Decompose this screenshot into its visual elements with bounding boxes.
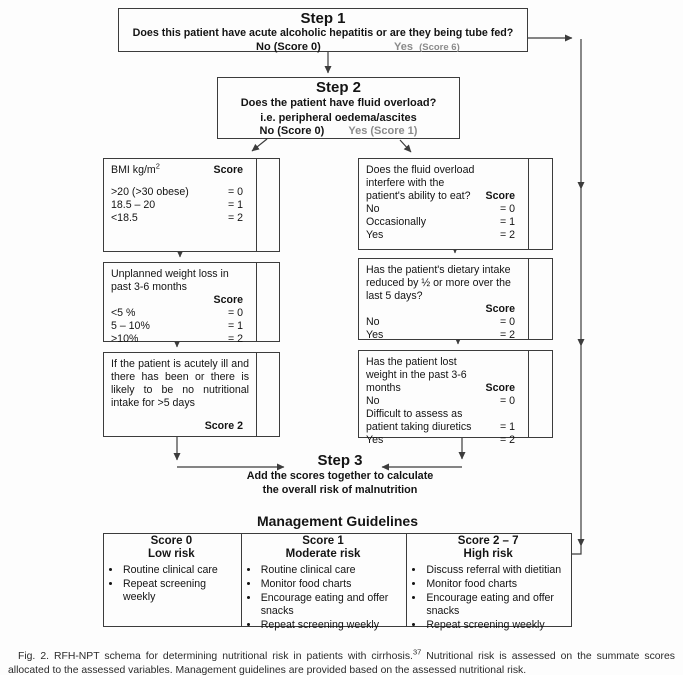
fluid-interfere-score-header: Score <box>485 189 515 202</box>
weight-loss-content <box>104 263 256 345</box>
weight-loss-row-2-value: = 1 <box>227 319 243 332</box>
step3-line2: the overall risk of malnutrition <box>262 484 418 497</box>
fluid-interfere-row-2 <box>366 216 521 229</box>
weight-loss-row-2 <box>111 320 249 333</box>
dietary-intake-content <box>359 259 528 339</box>
step3-line1: Add the scores together to calculate <box>246 470 434 483</box>
bmi-row-2 <box>111 199 249 212</box>
step2-answer-yes: Yes (Score 1) <box>348 124 418 137</box>
step1-yes-score: (Score 6) <box>419 42 460 54</box>
weight-loss-row-3-value: = 2 <box>227 332 243 345</box>
fluid-interfere-score-entry-cell <box>528 159 552 249</box>
bmi-row-1 <box>111 186 249 199</box>
lost-weight-row-1-label: No <box>366 394 380 407</box>
dietary-intake-row-2-value: = 2 <box>499 328 515 341</box>
lost-weight-row-2-value: = 1 <box>499 420 515 433</box>
list-item: • Repeat screening weekly <box>260 619 404 632</box>
acutely-ill-content <box>104 353 256 436</box>
bmi-content <box>104 159 256 251</box>
fluid-interfere-question: Does the fluid overload interfere with the patient's ability to eat? <box>366 164 475 202</box>
weight-loss-row-3 <box>111 333 249 346</box>
list-item: • Encourage eating and offer snacks <box>425 592 568 618</box>
step2-question: Does the patient have fluid overload? <box>240 97 437 110</box>
fluid-interfere-content <box>359 159 528 249</box>
step1-answer-no: No (Score 0) <box>256 41 321 54</box>
arrow-step2-yes-to-fluid <box>400 140 411 152</box>
weight-loss-score-header: Score <box>213 293 243 306</box>
bmi-row-2-value: = 1 <box>227 198 243 211</box>
figure-caption <box>8 647 675 675</box>
list-item: • Repeat screening weekly <box>425 619 568 632</box>
weight-loss-box <box>103 262 280 345</box>
lost-weight-row-2-label: Difficult to assess as patient taking diuretics <box>366 407 472 433</box>
weight-loss-row-2-label: 5 – 10% <box>111 319 150 332</box>
step1-title: Step 1 <box>300 10 346 27</box>
dietary-intake-score-entry-cell <box>528 259 552 339</box>
guidelines-column-high-risk <box>406 534 571 632</box>
lost-weight-question: Has the patient lost weight in the past 3-6 months <box>366 356 467 394</box>
lost-weight-score-header: Score <box>485 381 515 394</box>
guidelines-column-low-risk <box>104 534 241 626</box>
bmi-header-label: BMI kg/m <box>111 164 156 176</box>
bmi-box <box>103 158 280 252</box>
list-item: • Monitor food charts <box>425 578 568 591</box>
acutely-ill-box <box>103 352 280 437</box>
bmi-score-header: Score <box>213 164 243 176</box>
bmi-row-1-label: >20 (>30 obese) <box>111 185 189 198</box>
lost-weight-row-3 <box>366 434 521 447</box>
step1-answers <box>119 41 527 55</box>
fluid-interfere-row-1-label: No <box>366 202 380 215</box>
dietary-intake-row-2 <box>366 329 521 342</box>
step2-title: Step 2 <box>315 79 361 96</box>
weight-loss-row-3-label: >10% <box>111 332 139 345</box>
lost-weight-row-2 <box>366 408 521 434</box>
fluid-interfere-row-1 <box>366 203 521 216</box>
lost-weight-row-3-value: = 2 <box>499 433 515 446</box>
high-risk-score: Score 2 – 7 <box>457 535 519 547</box>
guidelines-column-moderate-risk <box>241 534 407 632</box>
list-item: • Discuss referral with dietitian <box>425 564 568 577</box>
management-guidelines-title: Management Guidelines <box>256 513 419 529</box>
fluid-interfere-row-1-value: = 0 <box>499 202 515 215</box>
bmi-row-3-value: = 2 <box>227 211 243 224</box>
bmi-row-1-value: = 0 <box>227 185 243 198</box>
bmi-header-row <box>111 161 249 177</box>
low-risk-items <box>122 564 238 604</box>
moderate-risk-items <box>260 564 404 632</box>
acutely-ill-score-entry-cell <box>256 353 279 436</box>
step2-answers <box>218 125 459 137</box>
step3-block <box>228 452 452 497</box>
step2-box <box>217 77 460 139</box>
high-risk-label: High risk <box>463 548 513 561</box>
fluid-interfere-row-2-value: = 1 <box>499 215 515 228</box>
arrow-step2-no-to-bmi <box>252 139 267 151</box>
lost-weight-row-1 <box>366 395 521 408</box>
list-item: • Routine clinical care <box>122 564 238 577</box>
weight-loss-score-entry-cell <box>256 263 279 341</box>
bmi-score-entry-cell <box>256 159 279 251</box>
list-item: • Encourage eating and offer snacks <box>260 592 404 618</box>
bmi-row-3 <box>111 212 249 225</box>
lost-weight-score-entry-cell <box>528 351 552 437</box>
step1-question: Does this patient have acute alcoholic hepatitis or are they being tube fed? <box>132 27 514 40</box>
weight-loss-row-1 <box>111 307 249 320</box>
step3-title: Step 3 <box>317 452 363 469</box>
acutely-ill-score-label: Score 2 <box>204 419 243 432</box>
list-item: • Monitor food charts <box>260 578 404 591</box>
fluid-interfere-row-2-label: Occasionally <box>366 215 427 228</box>
fluid-interfere-row-3-value: = 2 <box>499 228 515 241</box>
moderate-risk-score: Score 1 <box>302 535 344 547</box>
caption-rest: Nutritional risk is assessed on the summate scores allocated to the assessed variables. Management guidelines are provided based on the assessed nutritional risk. <box>8 651 675 675</box>
dietary-intake-question: Has the patient's dietary intake reduced by ½ or more over the last 5 days? <box>366 264 511 302</box>
lost-weight-header-row <box>366 356 521 395</box>
dietary-intake-row-1 <box>366 316 521 329</box>
fluid-interfere-row-3-label: Yes <box>366 228 384 241</box>
bmi-row-3-label: <18.5 <box>111 211 138 224</box>
step1-box <box>118 8 528 52</box>
bmi-header-sup: 2 <box>155 161 160 171</box>
weight-loss-title: Unplanned weight loss in past 3-6 months <box>111 268 229 293</box>
lost-weight-row-1-value: = 0 <box>499 394 515 407</box>
low-risk-label: Low risk <box>148 548 195 561</box>
fluid-interfere-header-row <box>366 164 521 203</box>
step1-yes-word: Yes <box>394 41 413 54</box>
caption-lead: Fig. 2. RFH-NPT schema for determining nutritional risk in patients with cirrhosis. <box>18 651 413 663</box>
lost-weight-row-3-label: Yes <box>366 433 384 446</box>
dietary-intake-row-2-label: Yes <box>366 328 384 341</box>
bmi-header <box>111 161 160 177</box>
dietary-intake-row-1-value: = 0 <box>499 315 515 328</box>
dietary-intake-score-header: Score <box>485 302 515 315</box>
step2-clarification: i.e. peripheral oedema/ascites <box>260 111 417 124</box>
lost-weight-content <box>359 351 528 446</box>
step2-answer-no: No (Score 0) <box>259 124 325 137</box>
moderate-risk-label: Moderate risk <box>285 548 361 561</box>
caption-reference: 37 <box>412 647 422 657</box>
low-risk-score: Score 0 <box>150 535 193 547</box>
list-item: • Routine clinical care <box>260 564 404 577</box>
management-guidelines-table <box>103 533 572 632</box>
step1-answer-yes <box>394 41 460 53</box>
fluid-interfere-box <box>358 158 553 250</box>
lost-weight-box <box>358 350 553 446</box>
fluid-interfere-row-3 <box>366 229 521 242</box>
weight-loss-row-1-label: <5 % <box>111 306 136 319</box>
dietary-intake-box <box>358 258 553 340</box>
bmi-row-2-label: 18.5 – 20 <box>111 198 156 211</box>
dietary-intake-row-1-label: No <box>366 315 380 328</box>
acutely-ill-text: If the patient is acutely ill and there has been or there is likely to be no nutritional intake for >5 days <box>111 358 249 409</box>
high-risk-items <box>425 564 568 632</box>
list-item: • Repeat screening weekly <box>122 578 238 604</box>
weight-loss-row-1-value: = 0 <box>227 306 243 319</box>
